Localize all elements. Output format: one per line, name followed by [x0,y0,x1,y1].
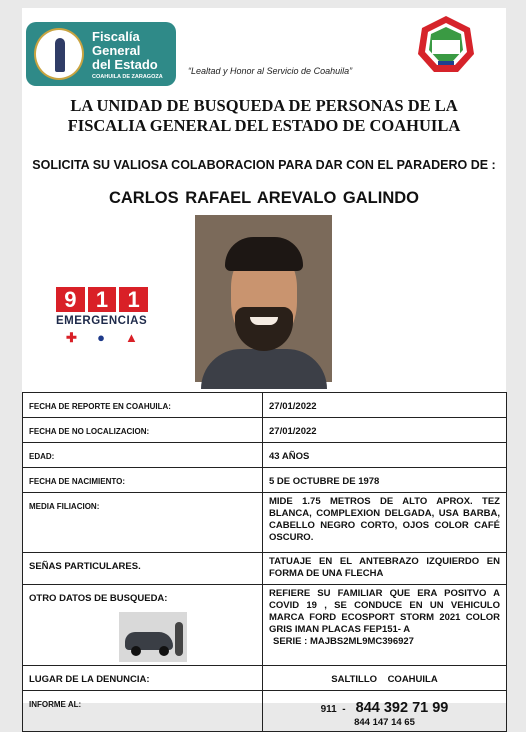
logo-wordmark [92,30,158,72]
field-value [263,691,507,732]
logo-line-2: General [92,43,141,58]
field-value [263,393,507,418]
table-row [23,443,507,468]
table-row [23,691,507,732]
police-cap-icon: ● [97,330,105,345]
age-value: 43 AÑOS [269,451,310,462]
fire-icon: ▲ [125,330,138,345]
emergency-911-logo [56,287,148,346]
main-phone-number: 844 392 71 99 [355,700,449,716]
table-row [23,393,507,418]
field-value [263,468,507,493]
911-digit: 9 [56,287,85,312]
field-value [263,443,507,468]
justice-seal-icon [34,28,84,80]
missing-person-flyer [22,8,506,728]
birth-date-value: 5 DE OCTUBRE DE 1978 [269,476,380,487]
emergency-prefix: 911 - [320,704,346,715]
field-label [23,585,263,666]
field-value [263,585,507,666]
field-label [23,553,263,585]
fiscalia-logo [26,22,176,86]
other-data-label: OTRO DATOS DE BUSQUEDA: [29,593,168,604]
report-to-label: INFORME AL: [29,700,82,709]
vehicle-serial: SERIE : MAJBS2ML9MC396927 [273,636,414,647]
field-value [263,553,507,585]
heading-line-1: LA UNIDAD DE BUSQUEDA DE PERSONAS DE LA [70,96,458,115]
report-date-value: 27/01/2022 [269,401,317,412]
person-info-table [22,392,507,732]
table-row [23,585,507,666]
field-label [23,493,263,553]
missing-person-photo [195,215,332,382]
missing-person-name: CARLOS RAFAEL AREVALO GALINDO [108,189,420,207]
table-row [23,666,507,691]
911-digit: 1 [119,287,148,312]
vehicle-photo [119,612,187,662]
field-label [23,666,263,691]
heading-line-2: FISCALIA GENERAL DEL ESTADO DE COAHUILA [67,116,461,135]
description-value: MIDE 1.75 METROS DE ALTO APROX. TEZ BLANCA, COMPLEXION DELGADA, USA BARBA, CABELLO NEGRO CORTO, OJOS COLOR CAFÉ OSCURO. [269,496,500,543]
marks-value: TATUAJE EN EL ANTEBRAZO IZQUIERDO EN FORMA DE UNA FLECHA [269,556,500,579]
no-location-date-value: 27/01/2022 [269,426,317,437]
field-value [263,666,507,691]
age-label: EDAD: [29,452,55,461]
table-row [23,418,507,443]
field-label [23,468,263,493]
logo-line-1: Fiscalía [92,29,140,44]
field-label [23,443,263,468]
other-data-value: REFIERE SU FAMILIAR QUE ERA POSITVO A COVID 19 , SE CONDUCE EN UN VEHICULO MARCA FORD ECOSPORT STORM 2021 COLOR GRIS IMAN PLACAS FEP151- A [269,588,500,635]
field-label [23,393,263,418]
medical-cross-icon: ✚ [66,330,77,345]
marks-label: SEÑAS PARTICULARES. [29,561,141,572]
complaint-place-label: LUGAR DE LA DENUNCIA: [29,674,150,685]
description-label: MEDIA FILIACION: [29,502,100,511]
search-unit-badge-icon [416,14,476,74]
table-row [23,468,507,493]
logo-subtitle: COAHUILA DE ZARAGOZA [92,74,163,80]
unit-heading [22,96,506,136]
alt-phone-number: 844 147 14 65 [354,717,415,728]
field-label [23,418,263,443]
field-value [263,493,507,553]
table-row [23,553,507,585]
birth-date-label: FECHA DE NACIMIENTO: [29,477,125,486]
field-value [263,418,507,443]
motto: “Lealtad y Honor al Servicio de Coahuila” [188,66,353,76]
report-date-label: FECHA DE REPORTE EN COAHUILA: [29,402,171,411]
complaint-place-value: SALTILLO COAHUILA [331,674,438,685]
911-digit: 1 [88,287,117,312]
table-row [23,493,507,553]
field-label [23,691,263,732]
no-location-date-label: FECHA DE NO LOCALIZACION: [29,427,150,436]
logo-line-3: del Estado [92,57,158,72]
emergencias-label: EMERGENCIAS [56,315,148,327]
collaboration-request: SOLICITA SU VALIOSA COLABORACION PARA DAR CON EL PARADERO DE : [32,158,496,172]
